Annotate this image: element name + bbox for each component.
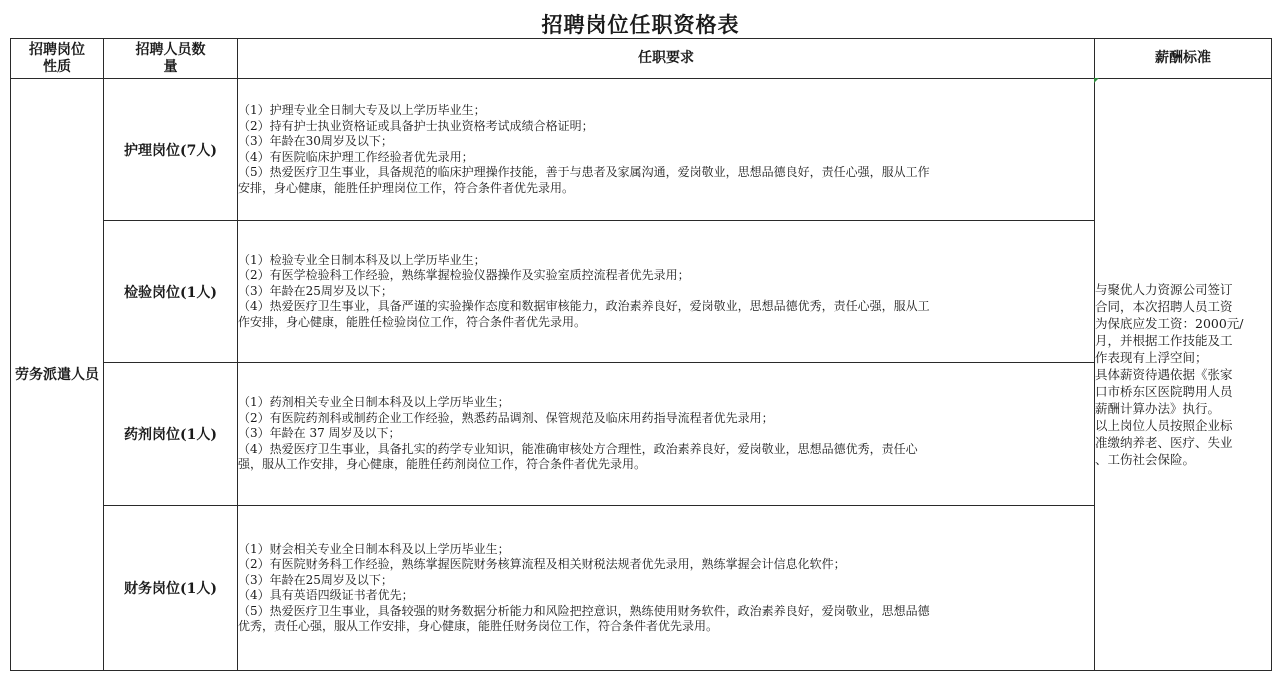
requirement-line: （1）护理专业全日制大专及以上学历毕业生； xyxy=(238,103,486,117)
table-row xyxy=(11,79,1272,221)
salary-line: 为保底应发工资：2000元/ xyxy=(1095,316,1244,331)
requirements-cell xyxy=(238,79,1095,221)
requirement-line: （1）检验专业全日制本科及以上学历毕业生； xyxy=(238,252,486,267)
requirement-line: （1）财会相关专业全日制本科及以上学历毕业生； xyxy=(238,541,510,556)
salary-line: 具体薪资待遇依据《张家 xyxy=(1095,367,1233,382)
requirement-line: （3）年龄在30周岁及以下； xyxy=(238,134,393,148)
header-requirements: 任职要求 xyxy=(238,39,1095,79)
salary-line: 合同，本次招聘人员工资 xyxy=(1095,299,1233,314)
salary-line: 口市桥东区医院聘用人员 xyxy=(1095,384,1233,399)
qualification-table xyxy=(10,38,1272,671)
requirement-line: （3）年龄在25周岁及以下； xyxy=(238,283,393,298)
requirement-line: （2）有医学检验科工作经验，熟练掌握检验仪器操作及实验室质控流程者优先录用； xyxy=(238,268,690,283)
salary-line: 作表现有上浮空间； xyxy=(1095,350,1208,365)
requirement-line: （2）有医院财务科工作经验，熟练掌握医院财务核算流程及相关财税法规者优先录用，熟练掌握会计信息化软件； xyxy=(238,557,846,571)
salary-cell xyxy=(1095,79,1272,671)
salary-line: 与聚优人力资源公司签订 xyxy=(1095,282,1233,297)
position-name: 检验岗位(1人) xyxy=(104,221,238,363)
position-name: 财务岗位(1人) xyxy=(104,506,238,671)
salary-line: 月，并根据工作技能及工 xyxy=(1095,333,1233,348)
requirement-line: （4）热爱医疗卫生事业，具备严谨的实验操作态度和数据审核能力，政治素养良好，爱岗敬业，思想品德优秀，责任心强，服从工 xyxy=(238,299,930,314)
position-name: 护理岗位(7人) xyxy=(104,79,238,221)
header-headcount: 招聘人员数量 xyxy=(104,39,238,79)
requirement-line: （2）有医院药剂科或制药企业工作经验，熟悉药品调剂、保管规范及临床用药指导流程者优先录用； xyxy=(238,410,774,425)
requirement-line: 作安排，身心健康，能胜任检验岗位工作，符合条件者优先录用。 xyxy=(238,314,587,329)
salary-line: 准缴纳养老、医疗、失业 xyxy=(1095,435,1233,450)
requirement-line: （3）年龄在25周岁及以下； xyxy=(238,572,393,587)
header-row xyxy=(11,39,1272,79)
requirement-line: （5）热爱医疗卫生事业，具备规范的临床护理操作技能，善于与患者及家属沟通，爱岗敬业，思想品德良好，责任心强，服从工作 xyxy=(238,165,930,179)
cell-comment-marker xyxy=(1094,78,1099,83)
header-position-type: 招聘岗位性质 xyxy=(11,39,104,79)
requirement-line: （4）热爱医疗卫生事业，具备扎实的药学专业知识，能准确审核处方合理性，政治素养良好，爱岗敬业，思想品德优秀，责任心 xyxy=(238,441,918,456)
requirement-line: （4）具有英语四级证书者优先； xyxy=(238,588,414,602)
requirements-cell xyxy=(238,506,1095,671)
category-cell: 劳务派遣人员 xyxy=(11,79,104,671)
header-salary: 薪酬标准 xyxy=(1095,39,1272,79)
salary-line: 薪酬计算办法》执行。 xyxy=(1095,401,1221,416)
requirement-line: （2）持有护士执业资格证或具备护士执业资格考试成绩合格证明； xyxy=(238,118,594,133)
requirement-line: 强，服从工作安排，身心健康，能胜任药剂岗位工作，符合条件者优先录用。 xyxy=(238,457,647,472)
table-row xyxy=(11,363,1272,506)
table-row xyxy=(11,506,1272,671)
page-title: 招聘岗位任职资格表 xyxy=(541,12,740,37)
requirement-line: （3）年龄在 37 周岁及以下； xyxy=(238,426,401,441)
requirement-line: 安排，身心健康，能胜任护理岗位工作，符合条件者优先录用。 xyxy=(238,180,575,195)
salary-line: 、工伤社会保险。 xyxy=(1095,452,1196,467)
table-row xyxy=(11,221,1272,363)
requirements-cell xyxy=(238,363,1095,506)
salary-line: 以上岗位人员按照企业标 xyxy=(1095,418,1233,433)
requirement-line: （5）热爱医疗卫生事业，具备较强的财务数据分析能力和风险把控意识，熟练使用财务软件，政治素养良好，爱岗敬业，思想品德 xyxy=(238,603,930,618)
requirement-line: 优秀，责任心强，服从工作安排，身心健康，能胜任财务岗位工作，符合条件者优先录用。 xyxy=(238,619,719,633)
requirement-line: （4）有医院临床护理工作经验者优先录用； xyxy=(238,149,474,164)
position-name: 药剂岗位(1人) xyxy=(104,363,238,506)
requirement-line: （1）药剂相关专业全日制本科及以上学历毕业生； xyxy=(238,395,510,410)
requirements-cell xyxy=(238,221,1095,363)
